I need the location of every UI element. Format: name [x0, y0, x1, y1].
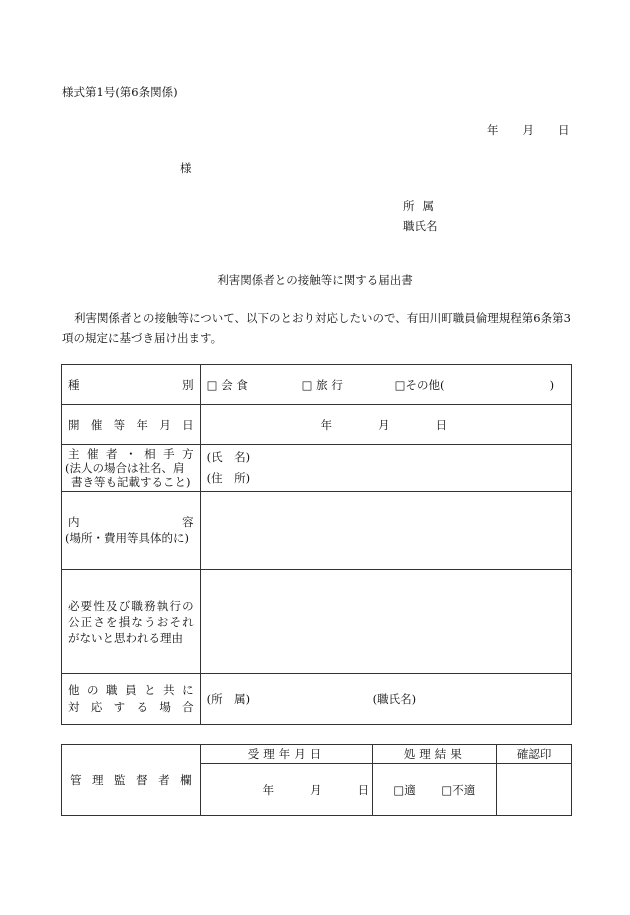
date-label-cell	[62, 405, 201, 445]
host-label-line2: (法人の場合は社名、肩	[65, 461, 185, 475]
reason-row	[62, 570, 572, 674]
host-label-cell	[62, 445, 201, 492]
result-header: 処理結果	[373, 745, 497, 764]
content-row	[62, 492, 572, 570]
content-label-line2: (場所・費用等具体的に)	[65, 531, 189, 545]
option-travel[interactable]: □ 旅 行	[301, 377, 343, 392]
with-staff-row	[62, 674, 572, 725]
content-value-cell[interactable]	[200, 492, 571, 570]
receipt-day: 日	[357, 782, 370, 797]
content-label-cell	[62, 492, 201, 570]
type-label-cell	[62, 365, 201, 405]
type-label: 種別	[68, 377, 194, 392]
host-name: (氏 名)	[206, 450, 251, 464]
with-staff-value-cell[interactable]	[200, 674, 571, 725]
receipt-year: 年	[262, 782, 275, 797]
with-staff-name: (職氏名)	[372, 692, 417, 706]
result-cell	[373, 764, 497, 816]
with-staff-affiliation: (所 属)	[206, 692, 251, 706]
result-ng-checkbox[interactable]: □不適	[441, 782, 476, 797]
date-row	[62, 405, 572, 445]
content-label-line1: 内容	[68, 515, 194, 529]
type-row	[62, 365, 572, 405]
confirm-seal-cell[interactable]	[497, 764, 572, 816]
type-options-cell	[200, 365, 571, 405]
receipt-date-cell[interactable]	[200, 764, 373, 816]
date-day: 日	[435, 417, 448, 432]
reason-label-line3: がないと思われる理由	[68, 630, 183, 645]
option-other-close: )	[549, 377, 555, 392]
job-name-label: 職氏名	[403, 219, 438, 233]
reason-label-line1: 必要性及び職務執行の	[68, 598, 194, 613]
host-row	[62, 445, 572, 492]
date-year: 年	[320, 417, 333, 432]
submission-date	[487, 122, 570, 138]
reason-label-cell	[62, 570, 201, 674]
result-ok-checkbox[interactable]: □適	[393, 782, 416, 797]
report-table	[61, 364, 572, 725]
date-month: 月	[378, 417, 390, 432]
with-staff-label-line2: 対応する場合	[68, 700, 194, 714]
host-value-cell[interactable]	[200, 445, 571, 492]
affiliation-label: 所属	[403, 199, 442, 213]
month-unit: 月	[522, 123, 534, 137]
confirm-seal-header: 確認印	[497, 745, 572, 764]
host-label-line1: 主催者・相手方	[68, 447, 194, 461]
audit-header-row	[62, 745, 572, 764]
year-unit: 年	[487, 123, 499, 137]
reason-value-cell[interactable]	[200, 570, 571, 674]
date-value-cell[interactable]	[200, 405, 571, 445]
host-label-line3: 書き等も記載すること)	[71, 475, 191, 489]
date-label: 開催等年月日	[68, 417, 194, 432]
host-address: (住 所)	[206, 471, 251, 485]
with-staff-label-line1: 他の職員と共に	[68, 683, 194, 697]
reason-label-line2: 公正さを損なうおそれ	[68, 614, 194, 629]
supervisor-table	[61, 744, 572, 816]
supervisor-label: 管理監督者欄	[70, 773, 192, 787]
with-staff-label-cell	[62, 674, 201, 725]
body-text: 利害関係者との接触等について、以下のとおり対応したいので、有田川町職員倫理規程第6条第3項の規定に基づき届け出ます。	[62, 311, 571, 345]
document-title: 利害関係者との接触等に関する届出書	[217, 273, 413, 287]
receipt-month: 月	[310, 782, 322, 797]
option-other[interactable]: □その他(	[394, 377, 445, 392]
form-number: 様式第1号(第6条関係)	[62, 85, 178, 99]
receipt-date-header: 受理年月日	[200, 745, 373, 764]
addressee-suffix: 様	[180, 161, 192, 175]
option-meal[interactable]: □ 会 食	[206, 377, 248, 392]
supervisor-label-cell	[62, 745, 201, 816]
day-unit: 日	[558, 123, 570, 137]
